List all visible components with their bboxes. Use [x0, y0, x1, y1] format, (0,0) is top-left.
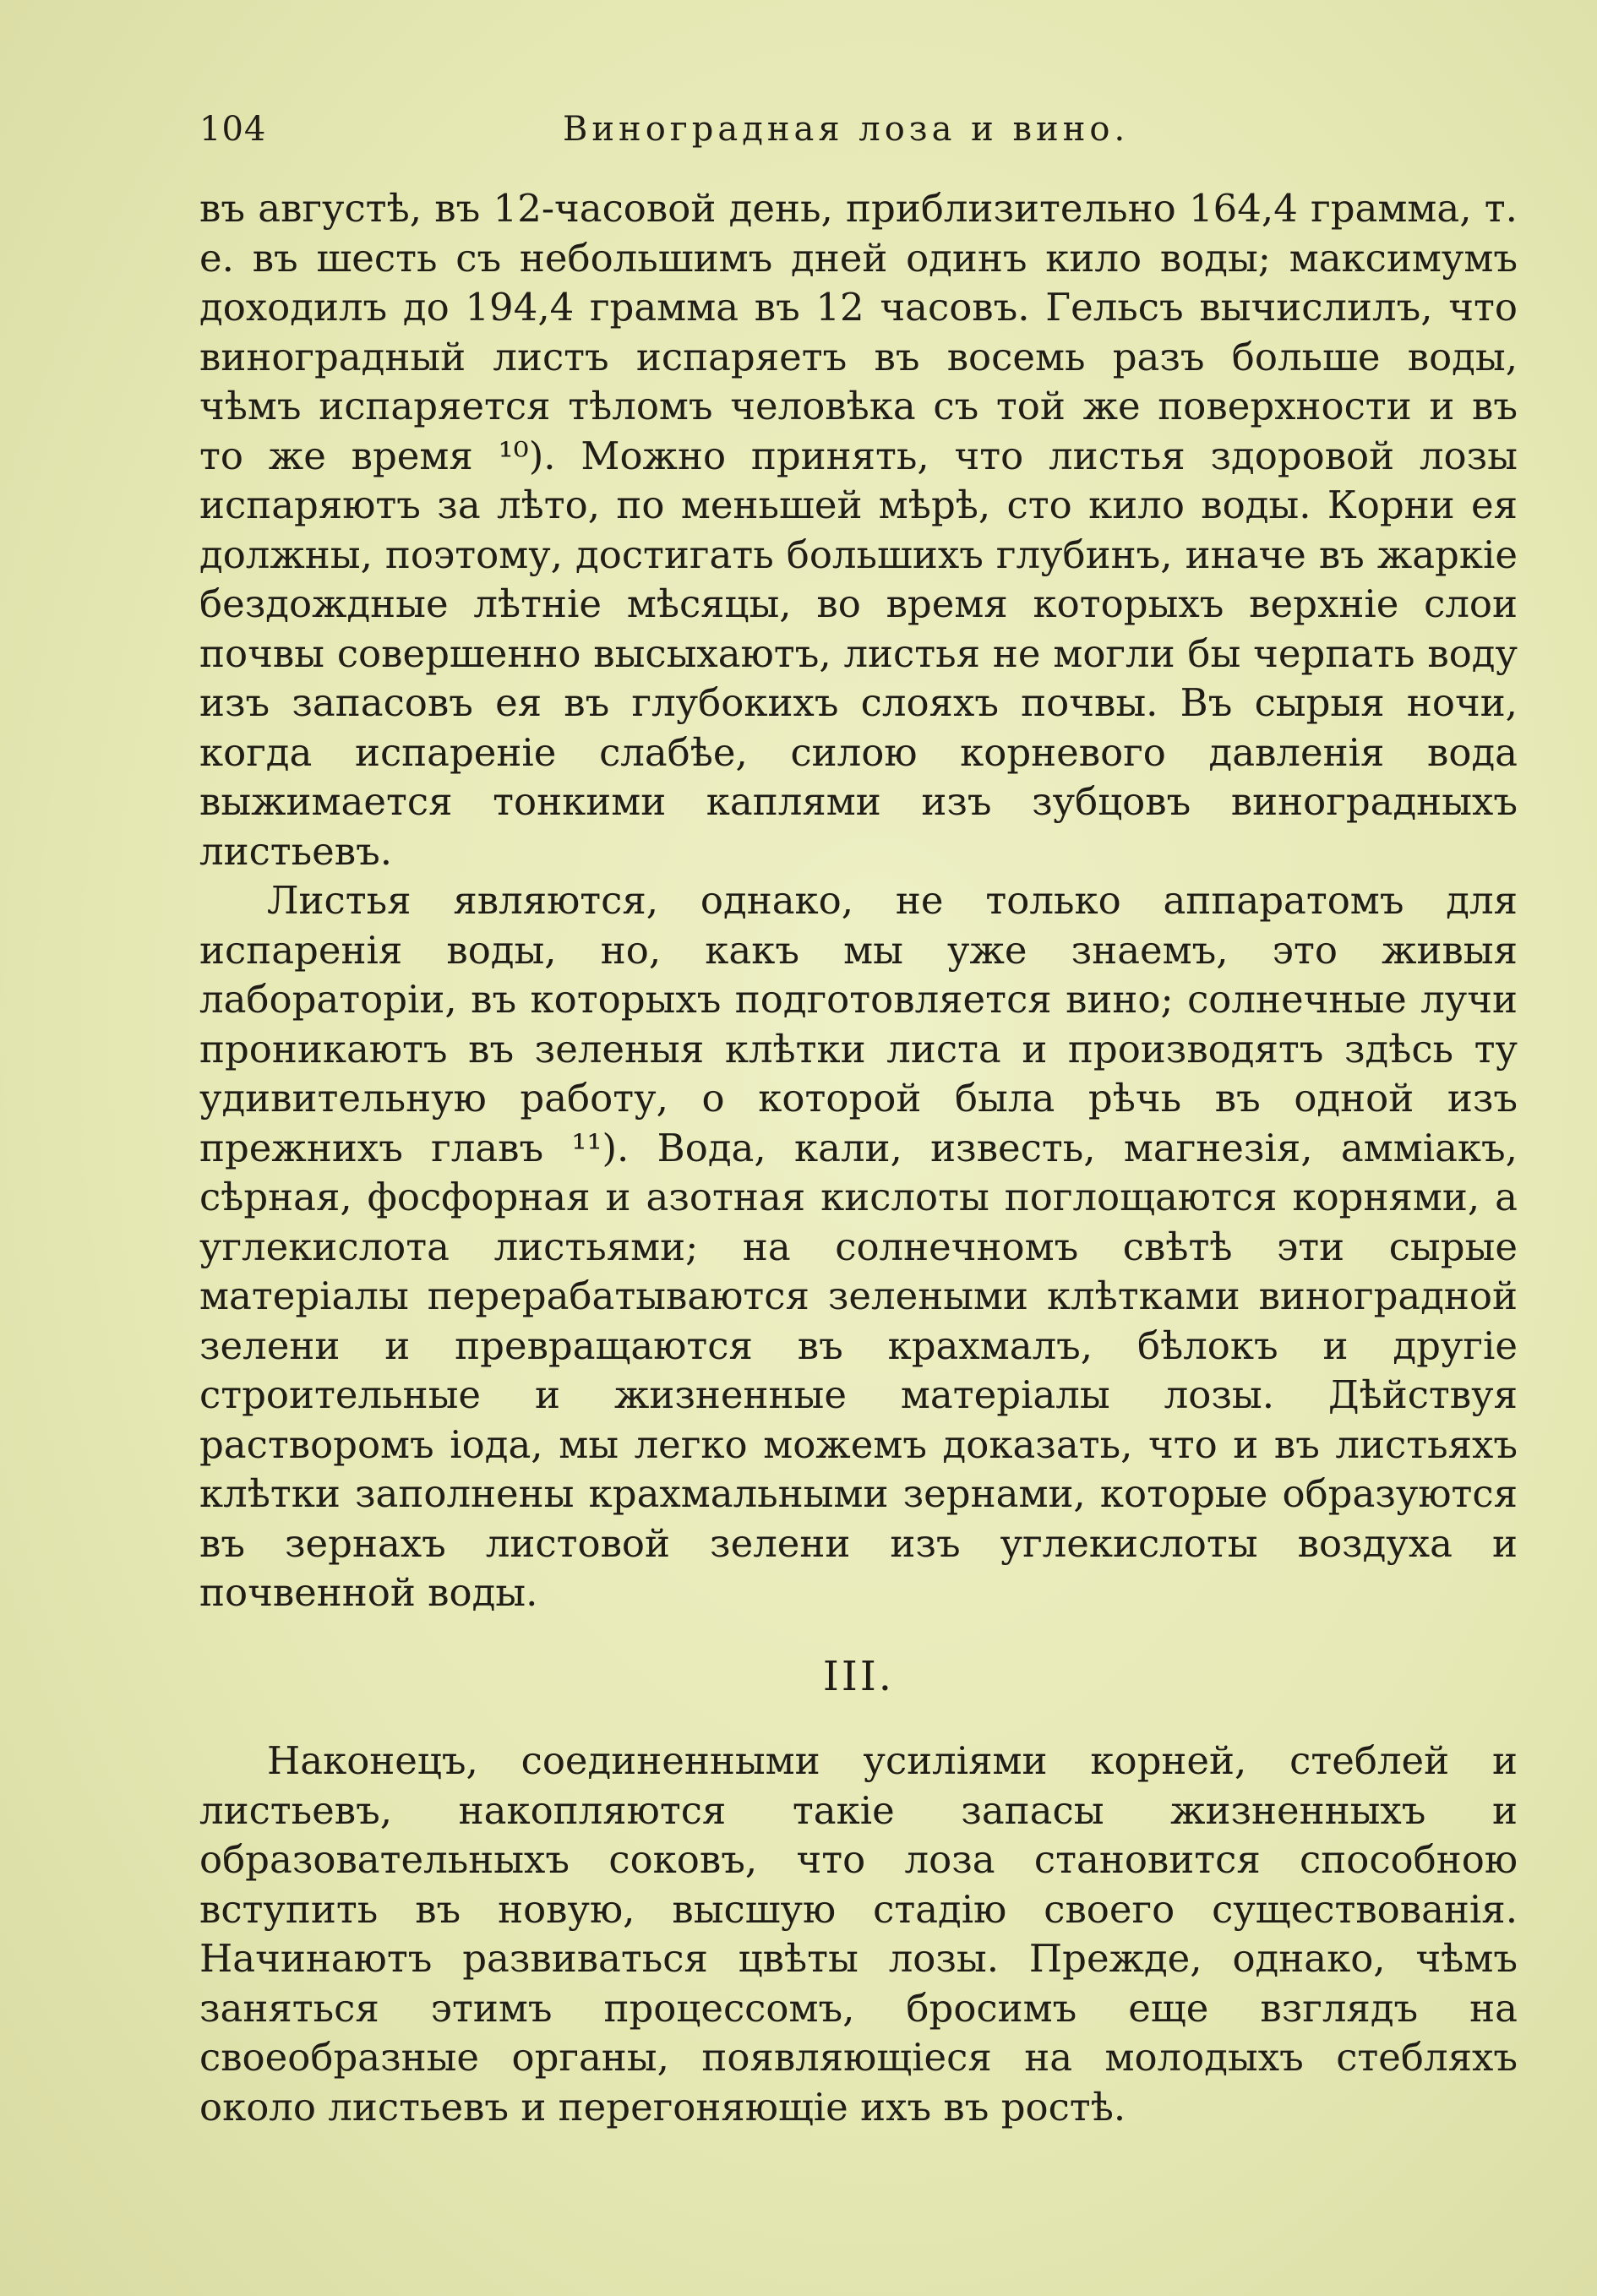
- section-heading: III.: [822, 1652, 895, 1700]
- paragraph-leaves: Листья являются, однако, не только аппаратомъ для испаренія воды, но, какъ мы уже знаемъ, это живыя лабораторіи, въ которыхъ подготовляется вино; солнечные лучи проникаютъ въ зеленыя клѣтки листа и производятъ здѣсь ту удивительную работу, о которой была рѣчь въ одной изъ прежнихъ главъ ¹¹). Вода, кали, известь, магнезія, амміакъ, сѣрная, фосфорная и азотная кислоты поглощаются корнями, а углекислота листьями; на солнечномъ свѣтѣ эти сырые матеріалы перерабатываются зелеными клѣтками виноградной зелени и превращаются въ крахмалъ, бѣлокъ и другіе строительные и жизненные матеріалы лозы. Дѣйствуя растворомъ іода, мы легко можемъ доказать, что и въ листьяхъ клѣтки заполнены крахмальными зернами, которые образуются въ зернахъ листовой зелени изъ углекислоты воздуха и почвенной воды.: [199, 878, 1518, 1615]
- paragraph-continued: въ августѣ, въ 12-часовой день, приблизительно 164,4 грамма, т. е. въ шесть съ небольшимъ дней одинъ кило воды; максимумъ доходилъ до 194,4 грамма въ 12 часовъ. Гельсъ вычислилъ, что виноградный листъ испаряетъ въ восемь разъ больше воды, чѣмъ испаряется тѣломъ человѣка съ той же поверхности и въ то же время ¹⁰). Можно принять, что листья здоровой лозы испаряютъ за лѣто, по меньшей мѣрѣ, сто кило воды. Корни ея должны, поэтому, достигать большихъ глубинъ, иначе въ жаркіе бездождные лѣтніе мѣсяцы, во время которыхъ верхніе слои почвы совершенно высыхаютъ, листья не могли бы черпать воду изъ запасовъ ея въ глубокихъ слояхъ почвы. Въ сырыя ночи, когда испареніе слабѣе, силою корневого давленія вода выжимается тонкими каплями изъ зубцовъ виноградныхъ листьевъ.: [199, 186, 1518, 874]
- running-title: Виноградная лоза и вино.: [563, 110, 1130, 149]
- body-text: [199, 184, 1518, 2132]
- page-number: 104: [199, 110, 267, 149]
- paragraph-section-iii: Наконецъ, соединенными усиліями корней, стеблей и листьевъ, накопляются такіе запасы жизненныхъ и образовательныхъ соковъ, что лоза становится способною вступить въ новую, высшую стадію своего существованія. Начинаютъ развиваться цвѣты лозы. Прежде, однако, чѣмъ заняться этимъ процессомъ, бросимъ еще взглядъ на своеобразные органы, появляющіеся на молодыхъ стебляхъ около листьевъ и перегоняющіе ихъ въ ростѣ.: [199, 1738, 1518, 2130]
- running-head: [199, 110, 1518, 161]
